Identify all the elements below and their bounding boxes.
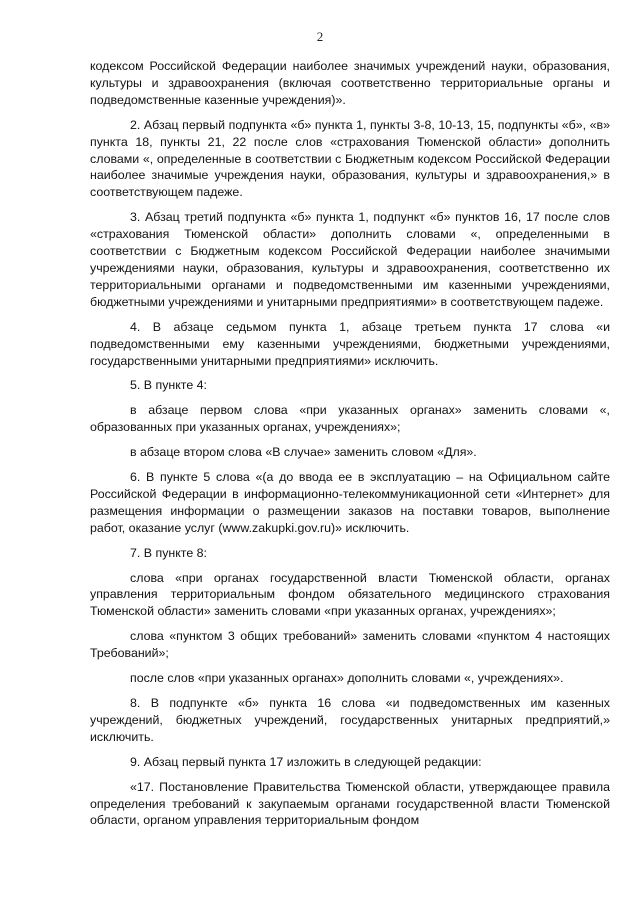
paragraph: слова «пунктом 3 общих требований» заменить словами «пунктом 4 настоящих Требований»; [90, 629, 610, 661]
paragraph: после слов «при указанных органах» дополнить словами «, учреждениях». [130, 671, 564, 686]
paragraph: 3. Абзац третий подпункта «б» пункта 1, подпункт «б» пунктов 16, 17 после слов «страхования Тюменской области» дополнить словами «, определенными в соответствии с Бюджетным кодексом Российской Федерации наиболее значимыми учреждениями науки, образования, культуры и здравоохранения, соответственно их территориальными органами и подведомственными им казенными учреждениями, бюджетными учреждениями и унитарными предприятиями» в соответствующем падеже. [90, 210, 610, 309]
paragraph: 8. В подпункте «б» пункта 16 слова «и подведомственных им казенных учреждений, бюджетных учреждений, государственных унитарных предприятий,» исключить. [90, 696, 610, 744]
paragraph: кодексом Российской Федерации наиболее значимых учреждений науки, образования, культуры и здравоохранения (включая соответственно территориальные органы и подведомственные казенные учреждения)». [90, 59, 610, 107]
paragraph: 9. Абзац первый пункта 17 изложить в следующей редакции: [130, 754, 482, 769]
paragraph: в абзаце первом слова «при указанных органах» заменить словами «, образованных при указанных органах, учреждениях»; [90, 403, 610, 435]
paragraph: слова «при органах государственной власти Тюменской области, органах управления территориальным фондом обязательного медицинского страхования Тюменской области» заменить словами «при указанных органах, учреждениях»; [90, 570, 610, 619]
paragraph: 4. В абзаце седьмом пункта 1, абзаце третьем пункта 17 слова «и подведомственными ему казенными учреждениями, бюджетными учреждениями, государственными унитарными предприятиями» исключить. [90, 319, 610, 368]
paragraph: «17. Постановление Правительства Тюменской области, утверждающее правила определения требований к закупаемым органами государственной власти Тюменской области, органом управления территориальным фондом [90, 779, 610, 828]
paragraph: 6. В пункте 5 слова «(а до ввода ее в эксплуатацию – на Официальном сайте Российской Федерации в информационно-телекоммуникационной сети «Интернет» для размещения информации о размещении заказов на поставки товаров, выполнение работ, оказание услуг (www.zakupki.gov.ru)» исключить. [90, 470, 610, 535]
paragraph: в абзаце втором слова «В случае» заменить словом «Для». [130, 445, 477, 460]
document-body [90, 58, 610, 837]
paragraph: 5. В пункте 4: [130, 378, 207, 393]
paragraph: 2. Абзац первый подпункта «б» пункта 1, пункты 3-8, 10-13, 15, подпункты «б», «в» пункта 18, пункты 21, 22 после слов «страхования Тюменской области» дополнить словами «, определенные в соответствии с Бюджетным кодексом Российской Федерации наиболее значимые учреждения науки, образования, культуры и здравоохранения,» в соответствующем падеже. [90, 117, 610, 200]
page-number: 2 [316, 29, 324, 44]
paragraph: 7. В пункте 8: [130, 545, 207, 560]
